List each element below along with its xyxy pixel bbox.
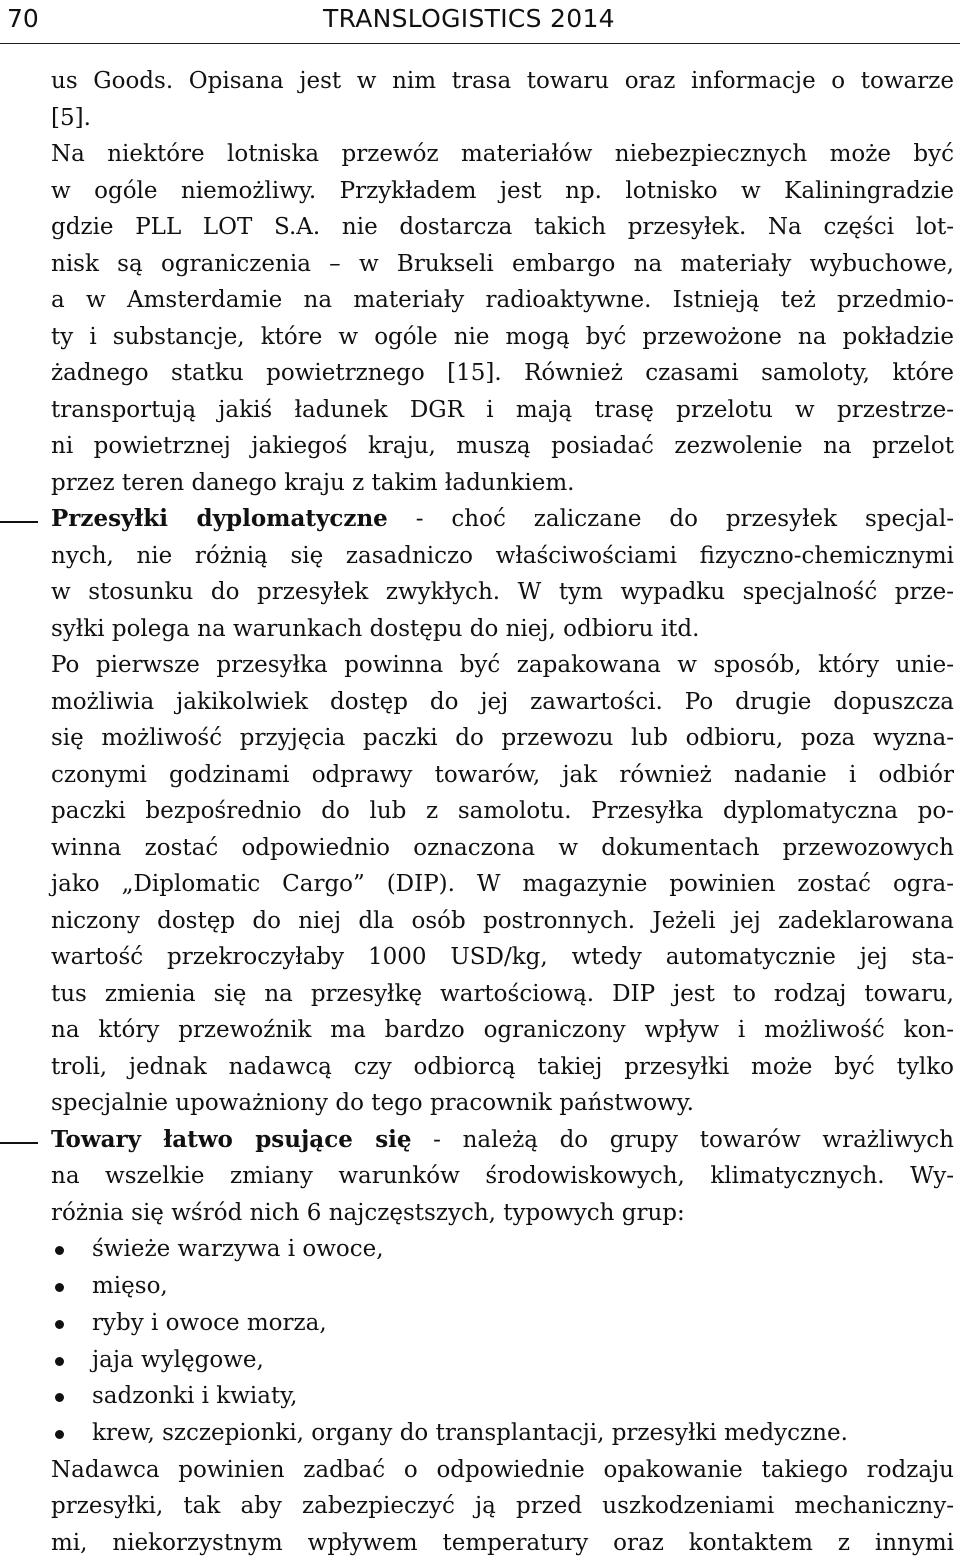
bullet-icon — [55, 1393, 64, 1402]
text-line: troli, jednak nadawcą czy odbiorcą takiej przesyłki może być tylko — [51, 1054, 954, 1080]
bullet-item: świeże warzywa i owoce, — [92, 1236, 384, 1262]
bullet-icon — [55, 1320, 64, 1329]
text-line: jako „Diplomatic Cargo” (DIP). W magazynie powinien zostać ogra- — [51, 871, 954, 897]
text-line: Nadawca powinien zadbać o odpowiednie opakowanie takiego rodzaju — [51, 1457, 954, 1483]
running-header — [0, 0, 960, 40]
text-line: tus zmienia się na przesyłkę wartościową. DIP jest to rodzaj towaru, — [51, 981, 954, 1007]
header-rule — [0, 43, 960, 44]
text-line: a w Amsterdamie na materiały radioaktywne. Istnieją też przedmio- — [51, 287, 954, 313]
text-line: w stosunku do przesyłek zwykłych. W tym wypadku specjalność prze- — [51, 579, 954, 605]
text-line: nisk są ograniczenia – w Brukseli embargo na materiały wybuchowe, — [51, 251, 954, 277]
list-dash — [0, 1126, 40, 1154]
text-line: różnia się wśród nich 6 najczęstszych, typowych grup: — [51, 1200, 685, 1226]
bullet-icon — [55, 1246, 64, 1255]
text-line: paczki bezpośrednio do lub z samolotu. Przesyłka dyplomatyczna po- — [51, 798, 954, 824]
list-item-diplomatic — [51, 505, 954, 533]
text-line: ni powietrznej jakiegoś kraju, muszą posiadać zezwolenie na przelot — [51, 433, 954, 459]
text-line: możliwia jakikolwiek dostęp do jej zawartości. Po drugie dopuszcza — [51, 689, 954, 715]
text-line: niczony dostęp do niej dla osób postronnych. Jeżeli jej zadeklarowana — [51, 908, 954, 934]
list-item-perishable — [51, 1126, 954, 1154]
bullet-item: mięso, — [92, 1273, 168, 1299]
text-line: [5]. — [51, 105, 91, 131]
bullet-item: jaja wylęgowe, — [92, 1347, 264, 1373]
text-line: us Goods. Opisana jest w nim trasa towaru oraz informacje o towarze — [51, 68, 954, 94]
bullet-icon — [55, 1283, 64, 1292]
term-perishable: Towary łatwo psujące się — [51, 1126, 412, 1153]
text-line: na który przewoźnik ma bardzo ograniczony wpływ i możliwość kon- — [51, 1017, 954, 1043]
text-line: gdzie PLL LOT S.A. nie dostarcza takich przesyłek. Na części lot- — [51, 214, 954, 240]
text-line: żadnego statku powietrznego [15]. Również czasami samoloty, które — [51, 360, 954, 386]
text-line: w ogóle niemożliwy. Przykładem jest np. lotnisko w Kaliningradzie — [51, 178, 954, 204]
text-line: - należą do grupy towarów wrażliwych — [411, 1127, 954, 1153]
bullet-icon — [55, 1357, 64, 1366]
list-dash — [0, 505, 40, 533]
bullet-item: sadzonki i kwiaty, — [92, 1383, 298, 1409]
text-line: syłki polega na warunkach dostępu do niej, odbioru itd. — [51, 616, 700, 642]
text-line: przesyłki, tak aby zabezpieczyć ją przed uszkodzeniami mechaniczny- — [51, 1493, 954, 1519]
page-number: 70 — [7, 4, 39, 33]
text-line: specjalnie upoważniony do tego pracownik państwowy. — [51, 1090, 694, 1116]
bullet-item: krew, szczepionki, organy do transplantacji, przesyłki medyczne. — [92, 1420, 848, 1446]
bullet-item: ryby i owoce morza, — [92, 1310, 327, 1336]
text-line: Po pierwsze przesyłka powinna być zapakowana w sposób, który unie- — [51, 652, 954, 678]
text-line: przez teren danego kraju z takim ładunkiem. — [51, 470, 575, 496]
text-line: mi, niekorzystnym wpływem temperatury oraz kontaktem z innymi — [51, 1530, 954, 1556]
bullet-icon — [55, 1430, 64, 1439]
text-line: - choć zaliczane do przesyłek specjal- — [387, 506, 954, 532]
text-line: Na niektóre lotniska przewóz materiałów niebezpiecznych może być — [51, 141, 954, 167]
text-line: się możliwość przyjęcia paczki do przewozu lub odbioru, poza wyzna- — [51, 725, 954, 751]
text-line: czonymi godzinami odprawy towarów, jak również nadanie i odbiór — [51, 762, 954, 788]
journal-title: TRANSLOGISTICS 2014 — [323, 4, 615, 33]
text-line: nych, nie różnią się zasadniczo właściwościami fizyczno-chemicznymi — [51, 543, 954, 569]
term-diplomatic: Przesyłki dyplomatyczne — [51, 505, 388, 532]
text-line: na wszelkie zmiany warunków środowiskowych, klimatycznych. Wy- — [51, 1163, 954, 1189]
text-line: ty i substancje, które w ogóle nie mogą być przewożone na pokładzie — [51, 324, 954, 350]
text-line: winna zostać odpowiednio oznaczona w dokumentach przewozowych — [51, 835, 954, 861]
text-line: wartość przekroczyłaby 1000 USD/kg, wtedy automatycznie jej sta- — [51, 944, 954, 970]
text-line: transportują jakiś ładunek DGR i mają trasę przelotu w przestrze- — [51, 397, 954, 423]
